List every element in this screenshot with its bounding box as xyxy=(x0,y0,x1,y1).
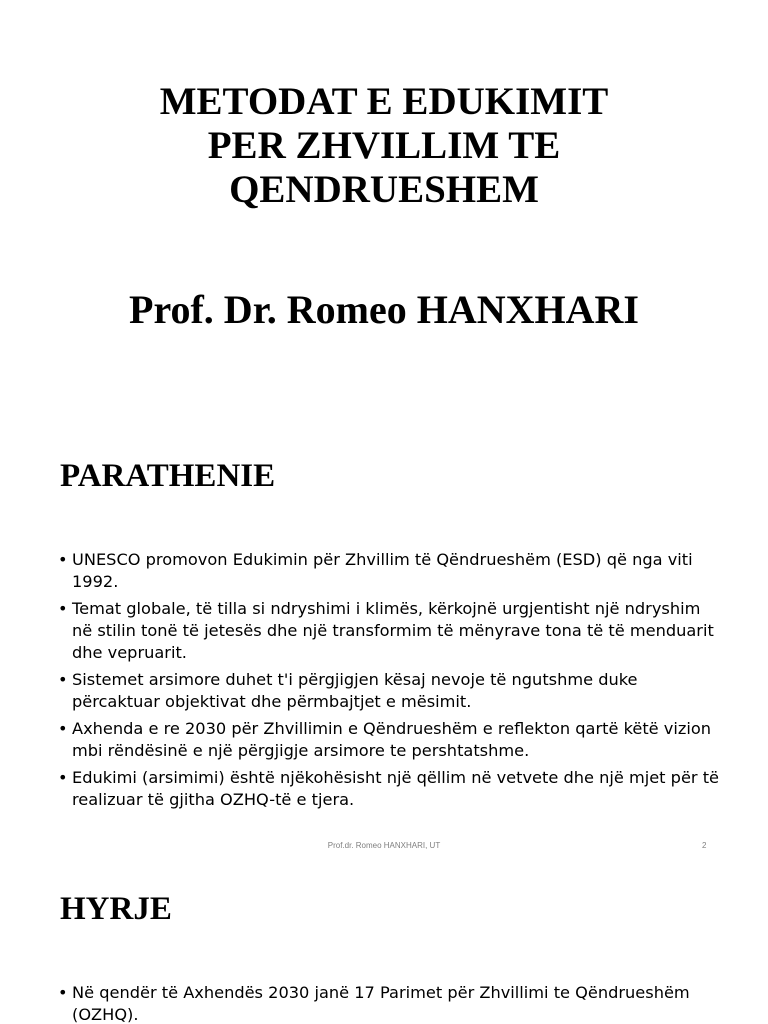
list-item xyxy=(56,549,720,593)
hyrje-slide xyxy=(0,860,768,1024)
slide-heading: PARATHENIE xyxy=(60,458,276,494)
bullet-icon: • xyxy=(58,550,68,569)
list-item xyxy=(56,982,720,1024)
bullet-text: UNESCO promovon Edukimin për Zhvillim të Qëndrueshëm (ESD) që nga viti 1992. xyxy=(72,550,693,591)
bullet-list xyxy=(56,982,720,1024)
page-number: 2 xyxy=(702,841,707,850)
title-line: METODAT E EDUKIMIT xyxy=(159,80,609,123)
slide-heading: HYRJE xyxy=(60,891,172,927)
list-item xyxy=(56,718,720,762)
bullet-icon: • xyxy=(58,983,68,1002)
list-item xyxy=(56,669,720,713)
title-line: PER ZHVILLIM TE xyxy=(207,124,561,167)
slide-footer: Prof.dr. Romeo HANXHARI, UT xyxy=(327,841,441,850)
list-item xyxy=(56,767,720,811)
bullet-icon: • xyxy=(58,768,68,787)
author-name: Prof. Dr. Romeo HANXHARI xyxy=(129,287,639,332)
bullet-icon: • xyxy=(58,599,68,618)
title-line: QENDRUESHEM xyxy=(229,168,539,211)
bullet-text: Në qendër të Axhendës 2030 janë 17 Parimet për Zhvillimi te Qëndrueshëm (OZHQ). xyxy=(72,983,690,1024)
bullet-list xyxy=(56,549,720,816)
list-item xyxy=(56,598,720,664)
parathenie-slide xyxy=(0,420,768,860)
bullet-icon: • xyxy=(58,719,68,738)
bullet-text: Temat globale, të tilla si ndryshimi i klimës, kërkojnë urgjentisht një ndryshim në stilin tonë të jetesës dhe një transformim të mënyrave tona të të menduarit dhe vepruarit. xyxy=(72,599,714,662)
bullet-icon: • xyxy=(58,670,68,689)
presentation-title xyxy=(0,80,768,212)
title-slide xyxy=(0,0,768,420)
bullet-text: Axhenda e re 2030 për Zhvillimin e Qëndrueshëm e reflekton qartë këtë vizion mbi rëndësinë e një përgjigje arsimore te pershtatshme. xyxy=(72,719,712,760)
bullet-text: Edukimi (arsimimi) është njëkohësisht një qëllim në vetvete dhe një mjet për të realizuar të gjitha OZHQ-të e tjera. xyxy=(72,768,720,809)
bullet-text: Sistemet arsimore duhet t'i përgjigjen kësaj nevoje të ngutshme duke përcaktuar objektivat dhe përmbajtjet e mësimit. xyxy=(72,670,638,711)
